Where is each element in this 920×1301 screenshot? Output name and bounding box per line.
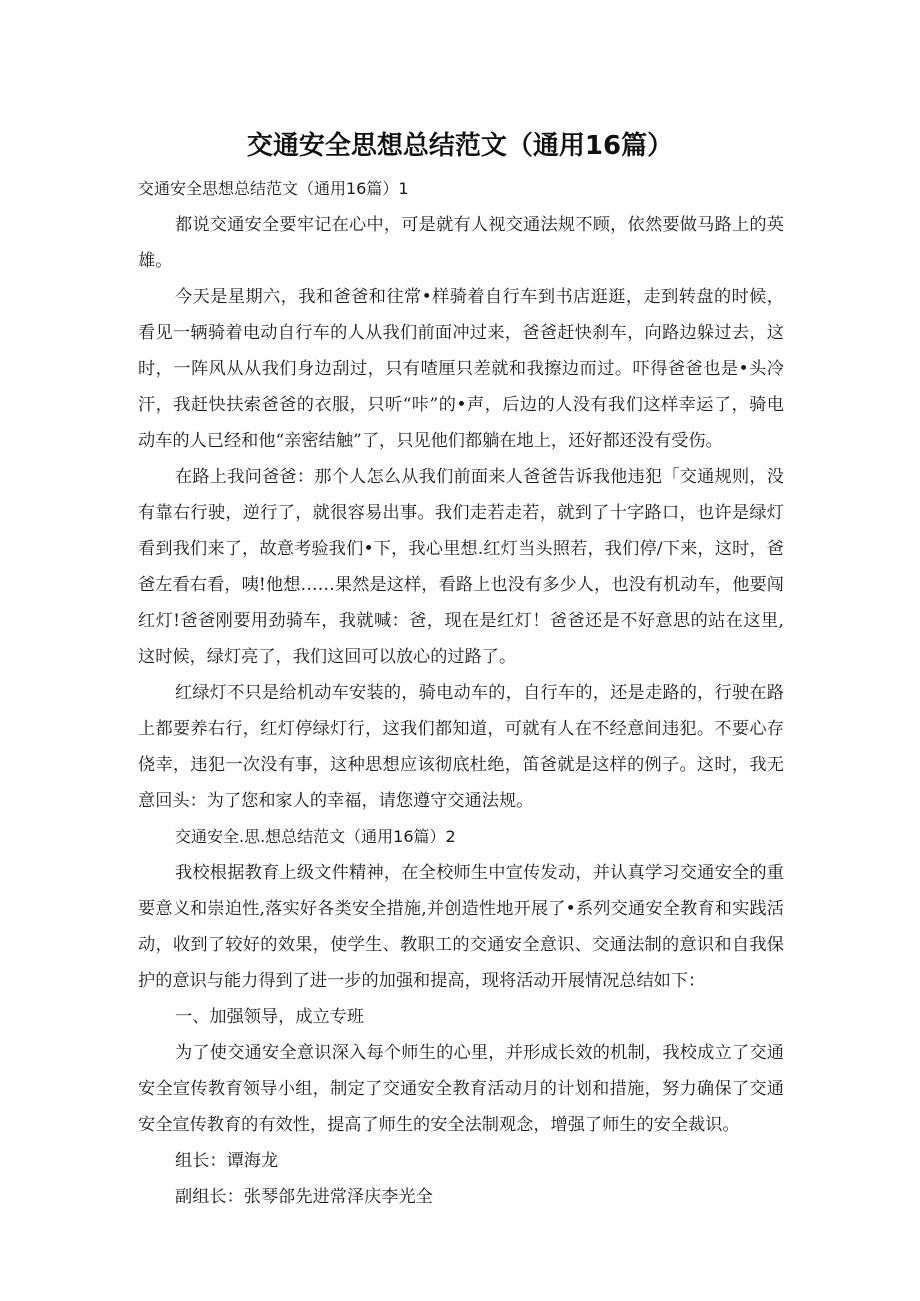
paragraph: 红绿灯不只是给机动车安装的，骑电动车的，自行车的，还是走路的，行驶在路上都要养右行，红灯停绿灯行，这我们都知道，可就有人在不经意间违犯。不要心存侥幸，违犯一次没有事，这种思想应该彻底杜绝，笛爸就是这样的例子。这时，我无意回头：为了您和家人的幸福，请您遵守交通法规。	[138, 683, 784, 811]
paragraph: 在路上我问爸爸：那个人怎么从我们前面来人爸爸告诉我他违犯「交通规则，没有靠右行驶，逆行了，就很容易出事。我们走若走若，就到了十字路口，也许是绿灯看到我们来了，故意考验我们•下，我心里想.红灯当头照若，我们停/下来，这时，爸爸左看右看，咦!他想……果然是这样，看路上也没有多少人，也没有机动车，他要闯红灯!爸爸刚要用劲骑车，我就喊：爸，现在是红灯！爸爸还是不好意思的站在这里,这时候，绿灯亮了，我们这回可以放心的过路了。	[138, 467, 784, 667]
section-subtitle-1: 交通安全思想总结范文（通用16篇）1	[138, 179, 409, 198]
document-title: 交通安全思想总结范文（通用16篇）	[246, 131, 674, 161]
paragraph: 今天是星期六，我和爸爸和往常•样骑着自行车到书店逛逛，走到转盘的时候，看见一辆骑着电动自行车的人从我们前面冲过来，爸爸赶快刹车，向路边躲过去，这时，一阵风从从我们身边刮过，只有喳厘只差就和我擦边而过。吓得爸爸也是•头冷汗，我赶快扶索爸爸的衣服，只听“咔”的•声，后边的人没有我们这样幸运了，骑电动车的人已经和他“亲密结触”了，只见他们都躺在地上，还好都还没有受伤。	[138, 287, 784, 451]
leader-line: 组长：谭海龙	[175, 1151, 279, 1171]
paragraph: 我校根据教育上级文件精神，在全校师生中宣传发动，并认真学习交通安全的重要意义和崇迫性,落实好各类安全措施,并创造性地开展了•系列交通安全教育和实践活动，收到了较好的效果，使学生、教职工的交通安全意识、交通法制的意识和自我保护的意识与能力得到了进一步的加强和提高，现将活动开展情况总结如下：	[138, 863, 784, 991]
paragraph: 都说交通安全要牢记在心中，可是就有人视交通法规不顾，依然要做马路上的英雄。	[138, 215, 784, 271]
deputy-leader-line: 副组长：张琴郃先进常泽庆李光全	[175, 1187, 433, 1207]
section-subtitle-2: 交通安全.思.想总结范文（通用16篇）2	[175, 827, 456, 846]
paragraph: 为了使交通安全意识深入每个师生的心里，并形成长效的机制，我校成立了交通安全宣传教育领导小组，制定了交通安全教育活动月的计划和措施，努力确保了交通安全宣传教育的有效性，提高了师生的安全法制观念，增强了师生的安全裁识。	[138, 1043, 784, 1135]
document-body	[138, 171, 784, 1215]
section-heading: 一、加强领导，成立专班	[175, 1007, 365, 1027]
